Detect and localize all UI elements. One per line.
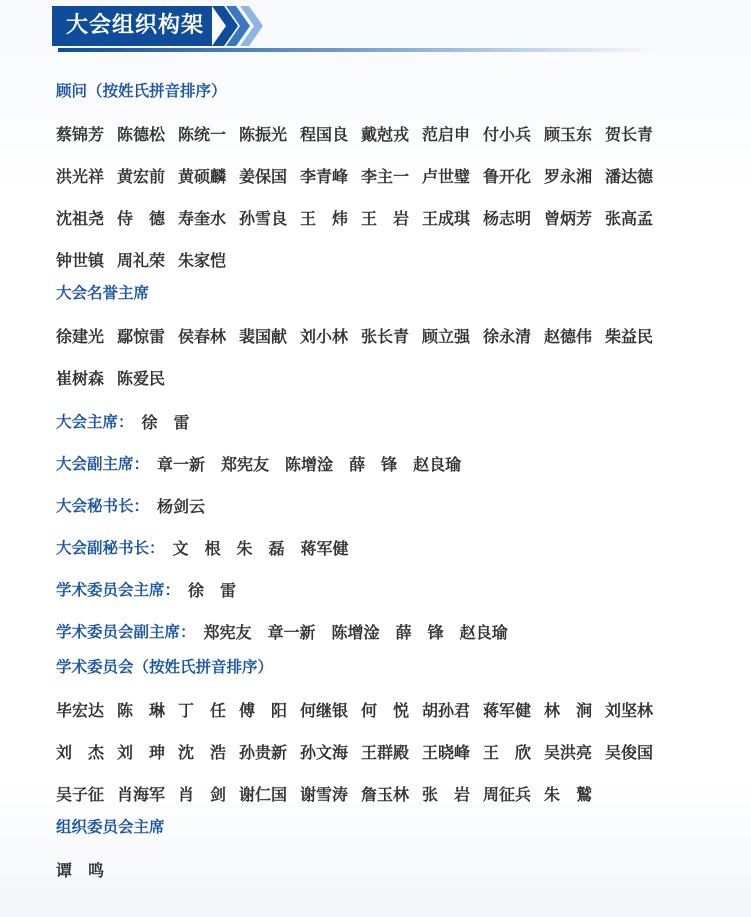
person-name: 贺长青 xyxy=(605,125,654,144)
person-name: 侯春林 xyxy=(178,327,227,346)
person-name: 孙贵新 xyxy=(239,743,288,762)
person-name: 朱 磊 xyxy=(236,538,285,558)
person-name: 郑宪友 xyxy=(221,454,270,474)
person-name: 周礼荣 xyxy=(117,251,166,270)
person-name: 陈德松 xyxy=(117,125,166,144)
deputy-secretaries-names xyxy=(173,536,365,559)
person-name: 姜保国 xyxy=(239,167,288,186)
person-name: 程国良 xyxy=(300,125,349,144)
academic-vice-chairs-label: 学术委员会副主席： xyxy=(56,623,196,641)
person-name: 陈增淦 xyxy=(285,454,334,474)
person-name: 黄硕麟 xyxy=(178,167,227,186)
person-name: 杨剑云 xyxy=(157,496,206,516)
vice-chairs-row xyxy=(56,442,716,484)
honorary-chairs-title: 大会名誉主席 xyxy=(56,284,150,302)
person-name: 赵良瑜 xyxy=(459,622,508,642)
person-name: 顾立强 xyxy=(422,327,471,346)
person-name: 鲁开化 xyxy=(483,167,532,186)
person-name: 刘坚林 xyxy=(605,701,654,720)
person-name: 朱家恺 xyxy=(178,251,227,270)
person-name: 李青峰 xyxy=(300,167,349,186)
person-name: 薛 锋 xyxy=(349,454,398,474)
organizing-chair-list xyxy=(56,850,716,892)
academic-chair-row xyxy=(56,568,716,610)
person-name: 徐 雷 xyxy=(188,580,237,600)
person-name: 蒋军健 xyxy=(300,538,349,558)
person-name: 刘小林 xyxy=(300,327,349,346)
person-name: 张 岩 xyxy=(422,785,471,804)
person-name: 柴益民 xyxy=(605,327,654,346)
person-name: 顾玉东 xyxy=(544,125,593,144)
person-name: 鄢惊雷 xyxy=(117,327,166,346)
person-name: 王 炜 xyxy=(300,209,349,228)
person-name: 卢世璧 xyxy=(422,167,471,186)
person-name: 肖 剑 xyxy=(178,785,227,804)
person-name: 王 岩 xyxy=(361,209,410,228)
person-name: 沈祖尧 xyxy=(56,209,105,228)
academic-committee-list xyxy=(56,690,716,816)
secretary-general-label: 大会秘书长： xyxy=(56,497,150,515)
academic-chair-label: 学术委员会主席： xyxy=(56,581,181,599)
person-name: 黄宏前 xyxy=(117,167,166,186)
person-name: 徐建光 xyxy=(56,327,105,346)
academic-vice-chairs-row xyxy=(56,610,716,652)
person-name: 毕宏达 xyxy=(56,701,105,720)
person-name: 王成琪 xyxy=(422,209,471,228)
person-name: 曾炳芳 xyxy=(544,209,593,228)
person-name: 陈 琳 xyxy=(117,701,166,720)
person-name: 谭 鸣 xyxy=(56,861,105,880)
organization-content xyxy=(56,80,716,892)
header-underline xyxy=(58,48,658,52)
person-name: 钟世镇 xyxy=(56,251,105,270)
person-name: 肖海军 xyxy=(117,785,166,804)
person-name: 张高孟 xyxy=(605,209,654,228)
person-name: 谢雪涛 xyxy=(300,785,349,804)
person-name: 潘达德 xyxy=(605,167,654,186)
person-name: 寿奎水 xyxy=(178,209,227,228)
person-name: 戴尅戎 xyxy=(361,125,410,144)
person-name: 张长青 xyxy=(361,327,410,346)
chevron-arrows-icon xyxy=(212,6,268,46)
person-name: 何 悦 xyxy=(361,701,410,720)
person-name: 吴俊国 xyxy=(605,743,654,762)
person-name: 蒋军健 xyxy=(483,701,532,720)
person-name: 詹玉林 xyxy=(361,785,410,804)
person-name: 蔡锦芳 xyxy=(56,125,105,144)
advisors-list xyxy=(56,114,716,282)
person-name: 谢仁国 xyxy=(239,785,288,804)
person-name: 陈振光 xyxy=(239,125,288,144)
person-name: 朱 鷲 xyxy=(544,785,593,804)
academic-vice-chairs-names xyxy=(204,620,524,643)
person-name: 吴子征 xyxy=(56,785,105,804)
person-name: 陈爱民 xyxy=(117,369,166,388)
chair-names xyxy=(142,410,206,433)
person-name: 付小兵 xyxy=(483,125,532,144)
person-name: 孙文海 xyxy=(300,743,349,762)
person-name: 郑宪友 xyxy=(203,622,252,642)
organizing-chair-title: 组织委员会主席 xyxy=(56,818,165,836)
chair-row xyxy=(56,400,716,442)
page-header xyxy=(52,4,268,48)
person-name: 刘 杰 xyxy=(56,743,105,762)
person-name: 林 涧 xyxy=(544,701,593,720)
person-name: 薛 锋 xyxy=(395,622,444,642)
person-name: 孙雪良 xyxy=(239,209,288,228)
secretary-general-names xyxy=(157,494,221,517)
person-name: 丁 任 xyxy=(178,701,227,720)
person-name: 王晓峰 xyxy=(422,743,471,762)
person-name: 徐 雷 xyxy=(141,412,190,432)
person-name: 李主一 xyxy=(361,167,410,186)
person-name: 赵良瑜 xyxy=(413,454,462,474)
person-name: 徐永清 xyxy=(483,327,532,346)
person-name: 侍 德 xyxy=(117,209,166,228)
person-name: 崔树森 xyxy=(56,369,105,388)
person-name: 章一新 xyxy=(157,454,206,474)
person-name: 洪光祥 xyxy=(56,167,105,186)
person-name: 赵德伟 xyxy=(544,327,593,346)
person-name: 吴洪亮 xyxy=(544,743,593,762)
person-name: 王群殿 xyxy=(361,743,410,762)
honorary-chairs-list xyxy=(56,316,716,400)
person-name: 王 欣 xyxy=(483,743,532,762)
advisors-title: 顾问（按姓氏拼音排序） xyxy=(56,82,227,100)
page-title: 大会组织构架 xyxy=(52,6,212,46)
chair-label: 大会主席： xyxy=(56,413,134,431)
person-name: 周征兵 xyxy=(483,785,532,804)
person-name: 罗永湘 xyxy=(544,167,593,186)
person-name: 陈统一 xyxy=(178,125,227,144)
vice-chairs-label: 大会副主席： xyxy=(56,455,150,473)
person-name: 文 根 xyxy=(172,538,221,558)
person-name: 章一新 xyxy=(267,622,316,642)
academic-chair-names xyxy=(188,578,252,601)
person-name: 裴国献 xyxy=(239,327,288,346)
person-name: 傅 阳 xyxy=(239,701,288,720)
person-name: 范启申 xyxy=(422,125,471,144)
deputy-secretaries-label: 大会副秘书长： xyxy=(56,539,165,557)
person-name: 胡孙君 xyxy=(422,701,471,720)
person-name: 刘 珅 xyxy=(117,743,166,762)
person-name: 陈增淦 xyxy=(331,622,380,642)
person-name: 杨志明 xyxy=(483,209,532,228)
deputy-secretaries-row xyxy=(56,526,716,568)
person-name: 何继银 xyxy=(300,701,349,720)
person-name: 沈 浩 xyxy=(178,743,227,762)
vice-chairs-names xyxy=(157,452,477,475)
secretary-general-row xyxy=(56,484,716,526)
academic-committee-title: 学术委员会（按姓氏拼音排序） xyxy=(56,658,274,676)
